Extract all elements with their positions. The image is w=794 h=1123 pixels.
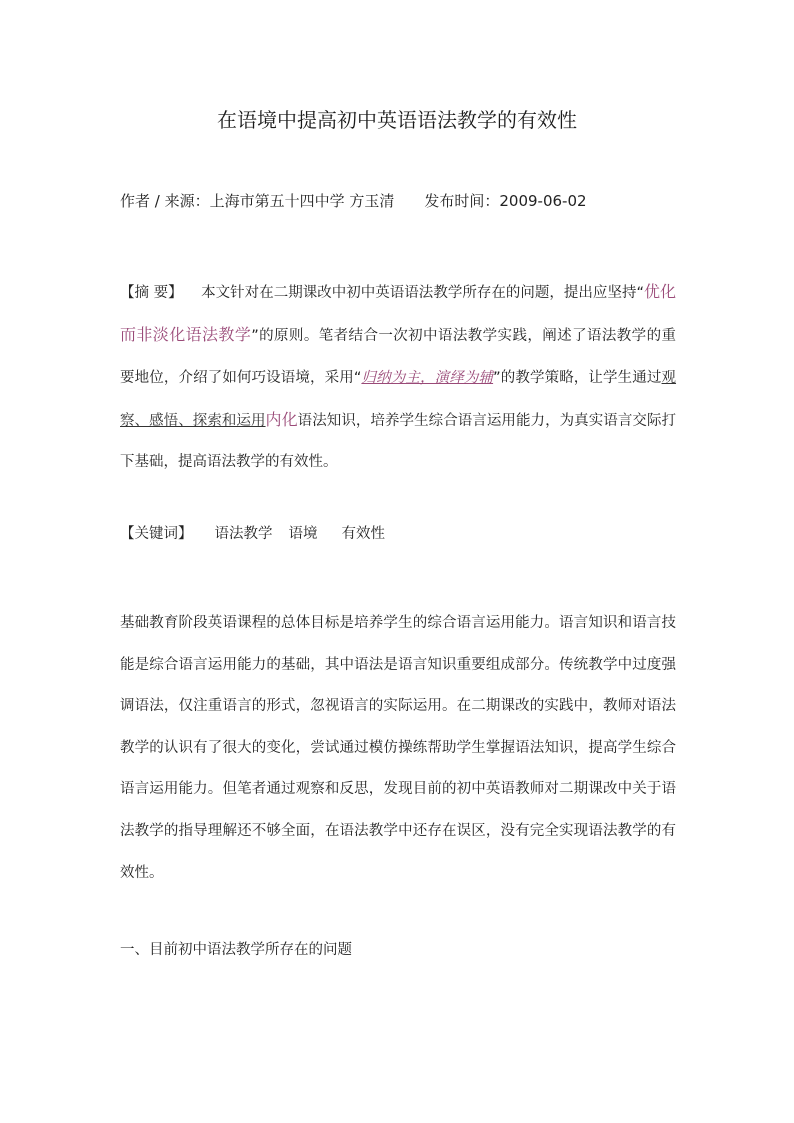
abstract-underlined-methods: 观察、感悟、探索和运用 <box>120 369 677 429</box>
author-source: 作者 / 来源：上海市第五十四中学 方玉清 <box>120 192 395 210</box>
abstract-text-4: 语法知识，培养学生综合语言运用能力，为真实语言交际打下基础，提高语法教学的有效性。 <box>120 412 676 471</box>
document-meta <box>120 190 587 211</box>
abstract-highlight-principle: 优化而非淡化语法教学 <box>120 282 677 345</box>
keyword-item: 有效性 <box>341 526 385 542</box>
abstract-text-1: 本文针对在二期课改中初中英语语法教学所存在的问题，提出应坚持“ <box>201 285 644 301</box>
abstract-highlight-strategy: 归纳为主，演绎为辅 <box>361 369 494 386</box>
abstract-text-2: ”的原则。笔者结合一次初中语法教学实践，阐述了语法教学的重要地位，介绍了如何巧设语境，采用“ <box>120 328 676 386</box>
keyword-item: 语境 <box>288 526 318 542</box>
keywords-line <box>120 522 385 543</box>
abstract-text-3: ”的教学策略，让学生通过 <box>493 369 662 386</box>
document-title: 在语境中提高初中英语语法教学的有效性 <box>217 108 577 132</box>
abstract-highlight-internalize: 内化 <box>265 409 298 429</box>
section-heading: 一、目前初中语法教学所存在的问题 <box>120 942 352 958</box>
keyword-item: 语法教学 <box>214 526 273 542</box>
publish-time: 发布时间：2009-06-02 <box>424 192 587 210</box>
body-paragraph: 基础教育阶段英语课程的总体目标是培养学生的综合语言运用能力。语言知识和语言技能是综合语言运用能力的基础，其中语法是语言知识重要组成部分。传统教学中过度强调语法，仅注重语言的形式，忽视语言的实际运用。在二期课改的实践中，教师对语法教学的认识有了很大的变化，尝试通过模仿操练帮助学生掌握语法知识，提高学生综合语言运用能力。但笔者通过观察和反思，发现目前的初中英语教师对二期课改中关于语法教学的指导理解还不够全面，在语法教学中还存在误区，没有完全实现语法教学的有效性。 <box>120 615 676 881</box>
abstract-paragraph <box>120 271 676 483</box>
abstract-label: 【摘 要】 <box>120 285 183 301</box>
keywords-label: 【关键词】 <box>120 526 193 542</box>
